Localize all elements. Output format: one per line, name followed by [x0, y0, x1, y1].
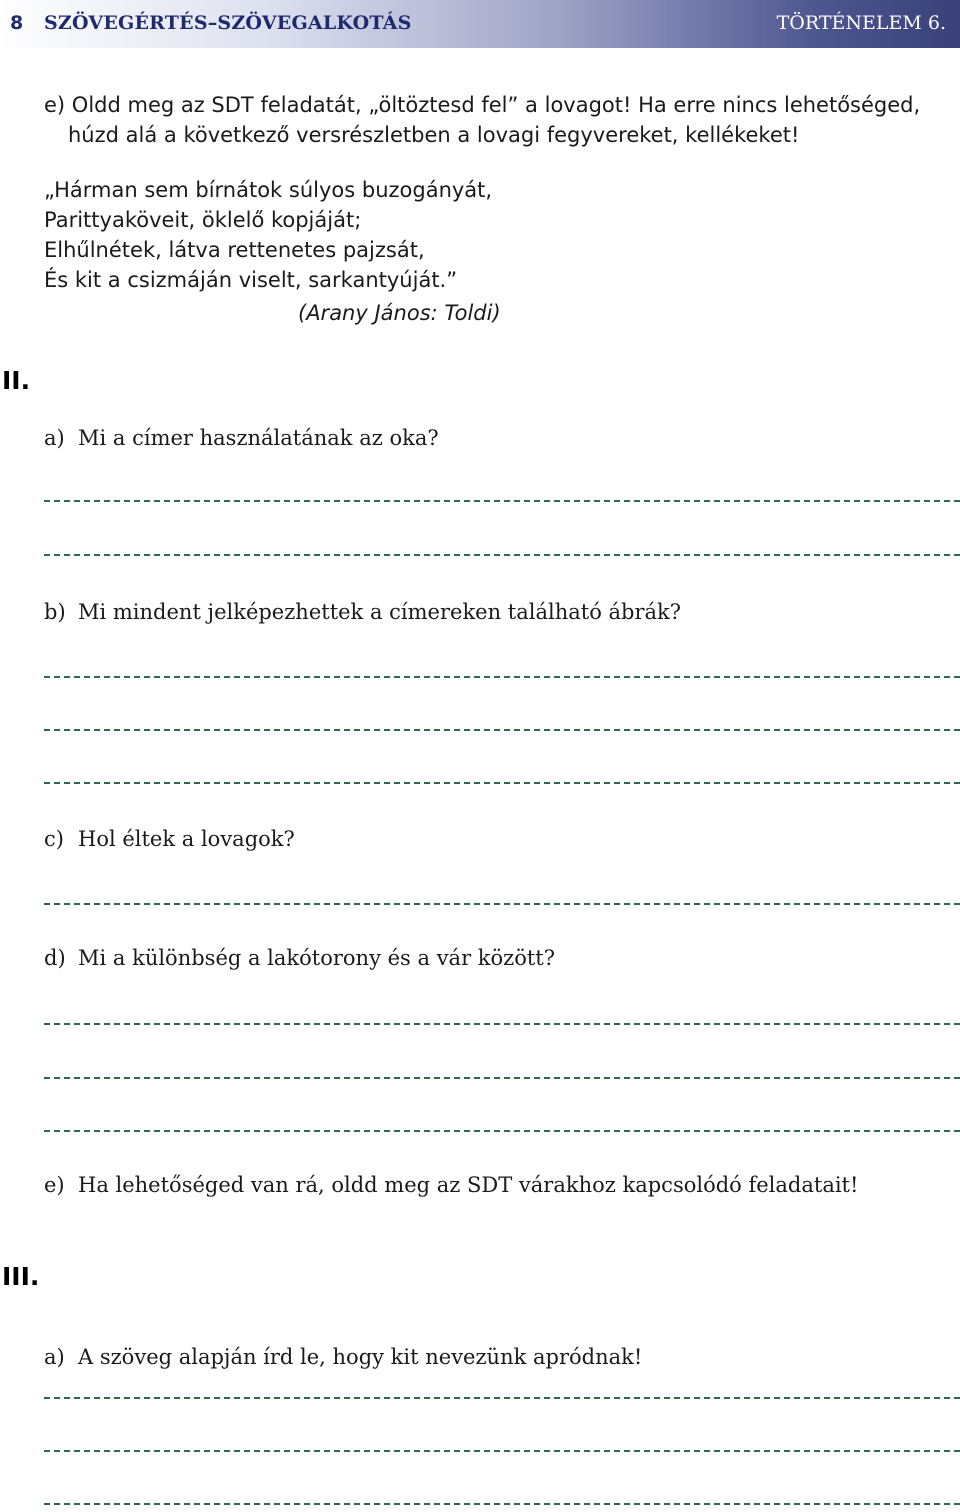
- question-label: c): [44, 827, 64, 851]
- answer-line[interactable]: [44, 500, 960, 502]
- question-text: Mi a különbség a lakótorony és a vár között?: [78, 946, 556, 970]
- answer-line[interactable]: [44, 1503, 960, 1505]
- question-2a: [44, 423, 439, 453]
- question-label: e): [44, 1173, 65, 1197]
- section-number-3: III.: [2, 1262, 40, 1291]
- answer-line[interactable]: [44, 729, 960, 731]
- poem-line-2: Parittyaköveit, öklelő kopjáját;: [44, 208, 362, 232]
- question-label: a): [44, 1345, 65, 1369]
- question-label: d): [44, 946, 66, 970]
- answer-line[interactable]: [44, 554, 960, 556]
- answer-line[interactable]: [44, 676, 960, 678]
- question-label: a): [44, 426, 65, 450]
- answer-line[interactable]: [44, 1077, 960, 1079]
- question-3a: [44, 1342, 642, 1372]
- answer-line[interactable]: [44, 1023, 960, 1025]
- header-title: SZÖVEGÉRTÉS–SZÖVEGALKOTÁS: [44, 12, 412, 34]
- question-text: Hol éltek a lovagok?: [78, 827, 295, 851]
- answer-line[interactable]: [44, 782, 960, 784]
- answer-line[interactable]: [44, 1450, 960, 1452]
- question-text: Mi mindent jelképezhettek a címereken található ábrák?: [78, 600, 682, 624]
- question-2d: [44, 943, 555, 973]
- poem-line-4: És kit a csizmáján viselt, sarkantyúját.”: [44, 268, 458, 292]
- answer-line[interactable]: [44, 903, 960, 905]
- page-header: [0, 0, 960, 48]
- question-label: b): [44, 600, 66, 624]
- task-e-line-2: húzd alá a következő versrészletben a lovagi fegyvereket, kellékeket!: [68, 123, 800, 147]
- answer-line[interactable]: [44, 1130, 960, 1132]
- page-number: 8: [10, 12, 24, 34]
- poem-line-3: Elhűlnétek, látva rettenetes pajzsát,: [44, 238, 425, 262]
- answer-line[interactable]: [44, 1397, 960, 1399]
- poem-line-1: „Hárman sem bírnátok súlyos buzogányát,: [44, 178, 493, 202]
- poem-source: (Arany János: Toldi): [298, 301, 501, 325]
- question-text: Mi a címer használatának az oka?: [78, 426, 439, 450]
- section-number-2: II.: [2, 366, 31, 395]
- task-e-line-1: e) Oldd meg az SDT feladatát, „öltöztesd fel” a lovagot! Ha erre nincs lehetőséged,: [44, 93, 921, 117]
- question-2e: [44, 1170, 858, 1200]
- header-subject: TÖRTÉNELEM 6.: [776, 12, 946, 34]
- question-text: Ha lehetőséged van rá, oldd meg az SDT várakhoz kapcsolódó feladatait!: [78, 1173, 859, 1197]
- question-text: A szöveg alapján írd le, hogy kit nevezünk apródnak!: [78, 1345, 643, 1369]
- question-2c: [44, 824, 295, 854]
- question-2b: [44, 597, 681, 627]
